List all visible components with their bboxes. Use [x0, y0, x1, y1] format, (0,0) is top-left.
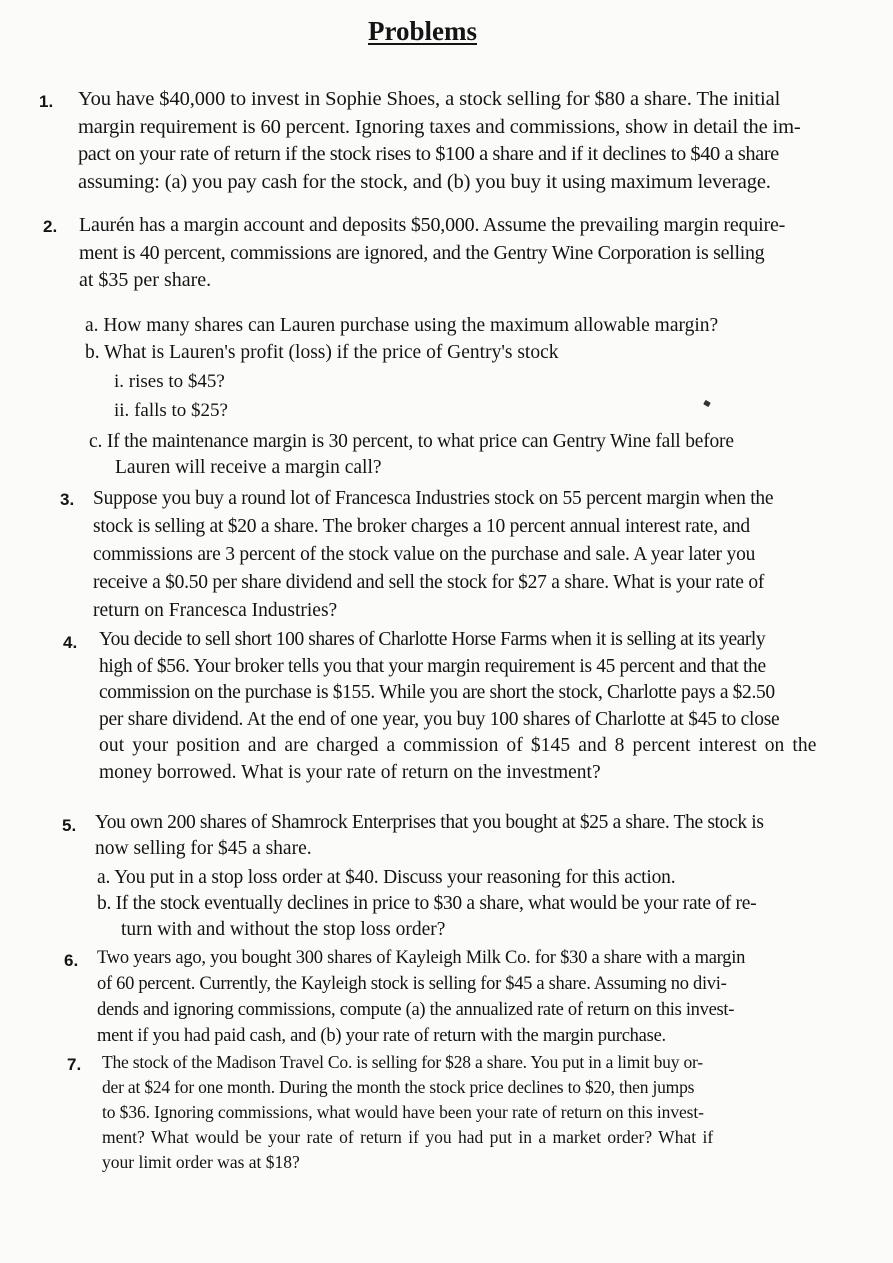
problem-text: [78, 86, 801, 196]
problem-number: 7.: [67, 1055, 82, 1074]
problem-number: 6.: [64, 951, 79, 970]
problem-text: [79, 212, 785, 295]
text-line: commission on the purchase is $155. While you are short the stock, Charlotte pays a $2.50: [99, 682, 775, 703]
text-line: stock is selling at $20 a share. The broker charges a 10 percent annual interest rate, and: [93, 516, 750, 537]
text-line: ment is 40 percent, commissions are ignored, and the Gentry Wine Corporation is selling: [79, 241, 765, 264]
problem-number: 1.: [39, 92, 54, 111]
part-text: turn with and without the stop loss order?: [121, 919, 446, 940]
problem-parts: [97, 865, 756, 943]
problem-text: [95, 810, 764, 862]
text-line: your limit order was at $18?: [102, 1152, 300, 1172]
part-label: ii.: [114, 400, 130, 421]
part-text: How many shares can Lauren purchase using the maximum allowable margin?: [103, 315, 719, 336]
part-label: i.: [114, 371, 125, 392]
part-a: [85, 312, 718, 339]
part-text: Lauren will receive a margin call?: [115, 457, 382, 478]
text-line: pact on your rate of return if the stock rises to $100 a share and if it declines to $40 a share: [78, 143, 779, 165]
problem-text: [99, 627, 817, 786]
page-title: Problems: [368, 16, 477, 46]
text-line: assuming: (a) you pay cash for the stock, and (b) you buy it using maximum leverage.: [78, 170, 771, 193]
part-text: If the maintenance margin is 30 percent, to what price can Gentry Wine fall before: [106, 431, 734, 452]
part-b-continued: [97, 917, 756, 943]
stray-mark: [703, 400, 711, 407]
part-label: a.: [97, 867, 111, 888]
problem-number: 3.: [60, 490, 75, 509]
part-a: [97, 865, 756, 891]
text-line: money borrowed. What is your rate of return on the investment?: [99, 761, 601, 783]
text-line: high of $56. Your broker tells you that your margin requirement is 45 percent and that the: [99, 655, 766, 677]
text-line: to $36. Ignoring commissions, what would have been your rate of return on this invest-: [102, 1102, 704, 1122]
part-b-ii: [114, 396, 228, 425]
text-line: Suppose you buy a round lot of Francesca Industries stock on 55 percent margin when the: [93, 488, 774, 509]
text-line: You own 200 shares of Shamrock Enterprises that you bought at $25 a share. The stock is: [95, 812, 764, 833]
text-line: Two years ago, you bought 300 shares of Kayleigh Milk Co. for $30 a share with a margin: [97, 948, 746, 968]
part-text: rises to $45?: [128, 371, 225, 392]
text-line: return on Francesca Industries?: [93, 600, 338, 621]
problem-number: 5.: [62, 816, 77, 835]
problem-text: [102, 1050, 713, 1175]
text-line: receive a $0.50 per share dividend and sell the stock for $27 a share. What is your rate of: [93, 572, 765, 593]
part-text: falls to $25?: [134, 400, 228, 421]
part-text: If the stock eventually declines in price to $30 a share, what would be your rate of re-: [115, 893, 757, 914]
text-line: now selling for $45 a share.: [95, 838, 312, 859]
text-line: ment? What would be your rate of return if you had put in a market order? What if: [102, 1127, 714, 1147]
problem-parts: [89, 429, 734, 481]
problem-text: [97, 945, 745, 1049]
text-line: per share dividend. At the end of one year, you buy 100 shares of Charlotte at $45 to close: [99, 708, 780, 730]
part-b: [97, 891, 756, 917]
part-label: a.: [85, 315, 99, 336]
text-line: Laurén has a margin account and deposits $50,000. Assume the prevailing margin require-: [79, 214, 786, 236]
problem-subparts: [114, 367, 228, 425]
text-line: margin requirement is 60 percent. Ignoring taxes and commissions, show in detail the im-: [78, 115, 801, 138]
part-label: c.: [89, 431, 103, 452]
part-text: You put in a stop loss order at $40. Discuss your reasoning for this action.: [114, 867, 676, 888]
problem-parts: [85, 312, 718, 366]
part-b-i: [114, 367, 228, 396]
part-label: b.: [85, 342, 100, 363]
text-line: You decide to sell short 100 shares of Charlotte Horse Farms when it is selling at its yearly: [99, 629, 766, 650]
text-line: der at $24 for one month. During the month the stock price declines to $20, then jumps: [102, 1077, 695, 1097]
text-line: ment if you had paid cash, and (b) your rate of return with the margin purchase.: [97, 1026, 666, 1046]
text-line: The stock of the Madison Travel Co. is selling for $28 a share. You put in a limit buy or-: [102, 1052, 703, 1072]
text-line: commissions are 3 percent of the stock value on the purchase and sale. A year later you: [93, 544, 756, 565]
problem-number: 2.: [43, 217, 58, 236]
text-line: dends and ignoring commissions, compute (a) the annualized rate of return on this invest-: [97, 1000, 735, 1020]
text-line: at $35 per share.: [79, 269, 212, 291]
part-c: [89, 429, 734, 455]
text-line: out your position and are charged a commission of $145 and 8 percent interest on the: [99, 735, 817, 756]
text-line: of 60 percent. Currently, the Kayleigh stock is selling for $45 a share. Assuming no divi-: [97, 974, 727, 994]
problem-number: 4.: [63, 633, 78, 652]
part-c-continued: [89, 455, 734, 481]
problem-text: [93, 485, 773, 625]
part-text: What is Lauren's profit (loss) if the price of Gentry's stock: [104, 342, 559, 363]
part-label: b.: [97, 893, 112, 914]
part-b: [85, 339, 718, 366]
text-line: You have $40,000 to invest in Sophie Shoes, a stock selling for $80 a share. The initial: [78, 88, 781, 110]
